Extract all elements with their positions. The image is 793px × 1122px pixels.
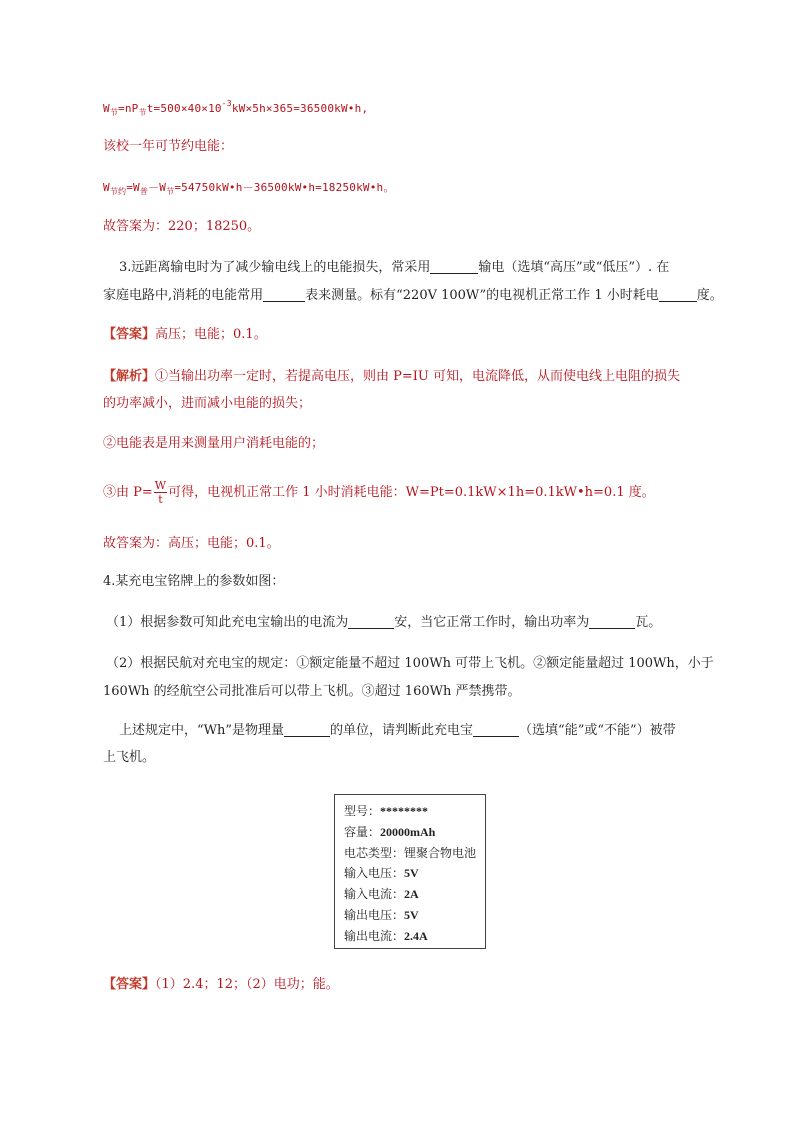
q4-intro: 4.某充电宝铭牌上的参数如图： <box>103 574 285 589</box>
spec-row <box>344 905 485 926</box>
formula-subscript: 普 <box>139 187 149 196</box>
q4-part1 <box>106 614 661 632</box>
spec-value: ******** <box>380 804 429 818</box>
formula-text: W <box>103 102 110 115</box>
q3-text: 表来测量。标有“220V 100W”的电视机正常工作 1 小时耗电 <box>305 288 659 303</box>
q3-text: 度。 <box>696 288 723 303</box>
formula-subscript: 节 <box>109 108 119 117</box>
q3-text: 输电（选填“高压”或“低压”）. 在 <box>478 260 670 275</box>
formula-subscript: 节 <box>166 187 175 196</box>
q4-text: （选填“能”或“不能”）被带 <box>519 723 676 738</box>
q4-answer <box>103 976 339 994</box>
spec-value: 20000mAh <box>380 824 436 839</box>
analysis-text: ③由 P= <box>103 485 153 500</box>
spec-value: 5V <box>404 866 419 881</box>
spec-label: 输出电压： <box>344 907 405 922</box>
formula-text: －W <box>148 181 167 194</box>
spec-row <box>344 884 485 905</box>
q3-line-1 <box>119 259 669 277</box>
q4-part3-line1 <box>119 722 676 740</box>
formula-text: t=500×40×10 <box>146 102 222 115</box>
formula-text: kW×5h×365=36500kW•h, <box>231 102 369 115</box>
spec-row <box>344 926 485 947</box>
spec-value: 2A <box>404 887 419 902</box>
spec-row <box>344 822 485 843</box>
q4-blank-can[interactable] <box>473 722 519 737</box>
q4-text: 安，当它正常工作时，输出功率为 <box>394 615 590 630</box>
analysis-text: 可得，电视机正常工作 1 小时消耗电能：W=Pt=0.1kW×1h=0.1kW•h=0.1 度。 <box>168 485 655 500</box>
formula-text: =W <box>126 181 140 194</box>
q4-text: 的单位，请判断此充电宝 <box>330 723 474 738</box>
spec-label: 型号： <box>344 804 381 818</box>
spec-label: 电芯类型： <box>344 845 405 860</box>
power-bank-spec-label <box>334 794 486 949</box>
formula-subscript: 节约 <box>109 187 127 196</box>
fraction-w-over-t <box>154 479 167 506</box>
q4-blank-power[interactable] <box>589 614 635 629</box>
formula-text: =54750kW•h－36500kW•h=18250kW•h。 <box>174 181 395 194</box>
q3-analysis-3: ②电能表是用来测量用户消耗电能的； <box>103 436 325 451</box>
spec-label: 输入电压： <box>344 866 405 881</box>
q3-line-2 <box>103 287 723 305</box>
spec-label: 输入电流： <box>344 887 405 902</box>
q4-blank-quantity[interactable] <box>284 722 330 737</box>
q4-text: 瓦。 <box>635 615 662 630</box>
answer-line-q2: 故答案为：220；18250。 <box>103 219 261 234</box>
spec-label: 输出电流： <box>344 928 405 943</box>
answer-tag: 【答案】 <box>103 977 156 992</box>
formula-subscript: 节 <box>138 108 147 117</box>
q4-text: （1）根据参数可知此充电宝输出的电流为 <box>106 615 349 630</box>
q3-text: 3.远距离输电时为了减少输电线上的电能损失，常采用 <box>119 260 431 275</box>
formula-superscript: -3 <box>221 99 232 108</box>
formula-w-saved <box>103 95 368 122</box>
school-saving-label: 该校一年可节约电能： <box>103 139 234 154</box>
formula-w-save <box>103 179 395 201</box>
spec-value: 5V <box>404 907 419 922</box>
q3-blank-3[interactable] <box>659 287 697 302</box>
q4-part2-line1: （2）根据民航对充电宝的规定：①额定能量不超过 100Wh 可带上飞机。②额定能量超过 100Wh，小于 <box>106 656 714 671</box>
formula-text: =nP <box>118 102 139 115</box>
analysis-tag: 【解析】 <box>103 369 156 384</box>
q3-text: 家庭电路中,消耗的电能常用 <box>103 288 264 303</box>
q4-text: 上述规定中，“Wh”是物理量 <box>119 723 285 738</box>
spec-value: 2.4A <box>404 928 428 943</box>
q4-blank-current[interactable] <box>348 614 394 629</box>
q4-part2-line2: 160Wh 的经航空公司批准后可以带上飞机。③超过 160Wh 严禁携带。 <box>103 684 521 699</box>
spec-value: 锂聚合物电池 <box>404 845 477 860</box>
q3-answer <box>103 326 267 344</box>
fraction-numerator: W <box>154 479 167 492</box>
spec-row <box>344 863 485 884</box>
q3-analysis-4 <box>103 479 655 506</box>
q3-analysis-2: 的功率减小，进而减小电能的损失； <box>103 396 312 411</box>
answer-tag: 【答案】 <box>103 327 156 342</box>
spec-label: 容量： <box>344 824 381 839</box>
q3-blank-2[interactable] <box>263 287 305 302</box>
q3-final-answer: 故答案为：高压；电能；0.1。 <box>103 536 280 551</box>
q3-analysis-1 <box>103 368 680 386</box>
q4-part3-line2: 上飞机。 <box>103 750 156 765</box>
formula-text: W <box>103 181 110 194</box>
answer-text: 高压；电能；0.1。 <box>155 327 267 342</box>
analysis-text: ①当输出功率一定时，若提高电压，则由 P=IU 可知，电流降低，从而使电线上电阻的损失 <box>155 369 681 384</box>
spec-row <box>344 801 485 822</box>
answer-text: （1）2.4；12；（2）电功；能。 <box>155 977 339 992</box>
spec-row <box>344 843 485 864</box>
fraction-denominator: t <box>158 493 163 506</box>
q3-blank-1[interactable] <box>430 259 478 274</box>
